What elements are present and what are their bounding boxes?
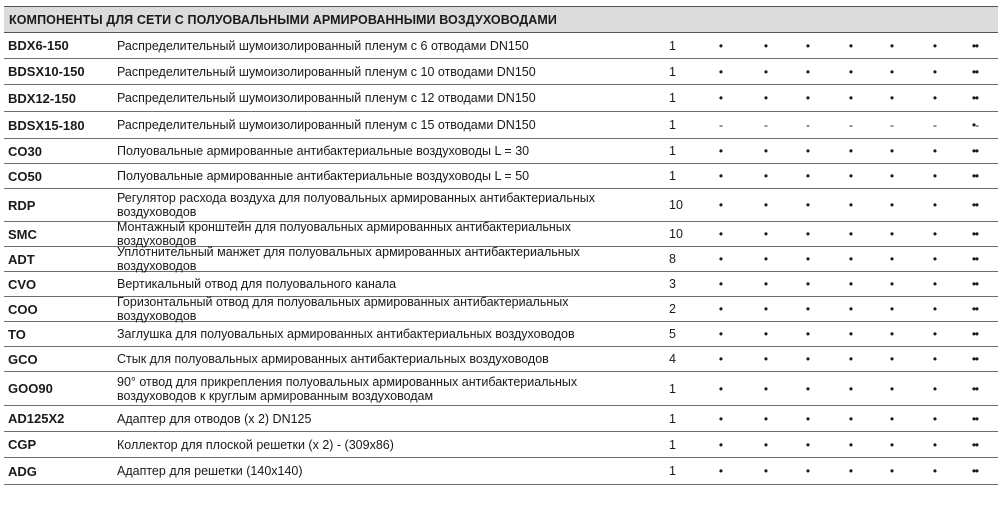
table-row (4, 272, 998, 297)
table-row (4, 458, 998, 485)
component-description: 90° отвод для прикрепления полуовальных армированных антибактериальных воздуховодов к круглым армированным воздуховодам (117, 374, 578, 403)
component-quantity: 1 (669, 464, 676, 478)
table-row (4, 189, 998, 222)
availability-mark: • (932, 252, 938, 266)
table-row (4, 322, 998, 347)
availability-mark: • (763, 411, 769, 426)
availability-mark: - (890, 118, 894, 132)
component-quantity: 8 (669, 252, 676, 266)
availability-mark: • (848, 464, 854, 478)
component-quantity: 1 (669, 144, 676, 158)
table-row (4, 297, 998, 322)
availability-mark: - (975, 118, 979, 132)
component-description: Заглушка для полуовальных армированных антибактериальных воздуховодов (117, 327, 575, 341)
availability-mark: • (974, 91, 980, 105)
component-code: ADG (8, 463, 37, 479)
availability-mark: • (805, 381, 811, 396)
availability-mark: • (932, 169, 938, 183)
table-body (4, 33, 998, 485)
availability-mark: • (932, 227, 938, 241)
availability-mark: • (889, 64, 895, 79)
component-quantity: 1 (669, 64, 676, 79)
component-description: Распределительный шумоизолированный пленум с 12 отводами DN150 (117, 91, 536, 105)
availability-mark: • (848, 227, 854, 241)
component-description: Адаптер для отводов (x 2) DN125 (117, 411, 312, 426)
availability-mark: • (848, 327, 854, 341)
availability-mark: • (932, 91, 938, 105)
component-description: Распределительный шумоизолированный пленум с 15 отводами DN150 (117, 118, 536, 132)
availability-mark: • (763, 38, 769, 53)
component-code: SMC (8, 226, 37, 242)
availability-mark: • (974, 327, 980, 341)
component-quantity: 1 (669, 38, 676, 53)
availability-mark: • (889, 169, 895, 183)
availability-mark: • (718, 302, 724, 316)
component-description: Уплотнительный манжет для полуовальных армированных антибактериальных воздуховодов (117, 245, 580, 273)
availability-mark: • (932, 381, 938, 396)
availability-mark: • (763, 327, 769, 341)
availability-mark: • (971, 302, 977, 316)
component-description: Полуовальные армированные антибактериальные воздуховоды L = 50 (117, 169, 530, 183)
availability-mark: • (932, 198, 938, 212)
availability-mark: • (763, 227, 769, 241)
availability-mark: • (971, 464, 977, 478)
availability-mark: • (805, 252, 811, 266)
availability-mark: • (889, 464, 895, 478)
availability-mark: • (718, 381, 724, 396)
component-quantity: 1 (669, 118, 676, 132)
availability-mark: • (805, 327, 811, 341)
availability-mark: • (889, 198, 895, 212)
component-code: BDSX15-180 (8, 117, 85, 133)
component-description: Адаптер для решетки (140x140) (117, 464, 303, 478)
component-quantity: 1 (669, 381, 676, 396)
table-row (4, 33, 998, 59)
component-quantity: 4 (669, 352, 676, 366)
component-quantity: 1 (669, 411, 676, 426)
availability-mark: • (848, 411, 854, 426)
component-quantity: 5 (669, 327, 676, 341)
availability-mark: • (974, 277, 980, 291)
availability-mark: • (932, 64, 938, 79)
availability-mark: • (718, 277, 724, 291)
availability-mark: • (805, 352, 811, 366)
availability-mark: • (971, 352, 977, 366)
availability-mark: • (718, 411, 724, 426)
availability-mark: • (971, 64, 977, 79)
availability-mark: • (889, 277, 895, 291)
component-quantity: 10 (669, 198, 683, 212)
availability-mark: • (974, 64, 980, 79)
component-description: Стык для полуовальных армированных антибактериальных воздуховодов (117, 352, 549, 366)
availability-mark: • (889, 437, 895, 452)
availability-mark: • (763, 169, 769, 183)
table-header (4, 6, 998, 33)
availability-mark: • (971, 327, 977, 341)
availability-mark: - (764, 118, 768, 132)
availability-mark: • (718, 227, 724, 241)
availability-mark: • (932, 302, 938, 316)
availability-mark: • (974, 437, 980, 452)
availability-mark: • (974, 352, 980, 366)
component-code: BDX6-150 (8, 38, 69, 53)
table-row (4, 372, 998, 406)
availability-mark: • (971, 227, 977, 241)
availability-mark: • (889, 302, 895, 316)
availability-mark: • (889, 227, 895, 241)
table-row (4, 406, 998, 432)
availability-mark: • (848, 437, 854, 452)
availability-mark: • (805, 437, 811, 452)
availability-mark: • (974, 198, 980, 212)
table-row (4, 59, 998, 85)
availability-mark: • (805, 144, 811, 158)
availability-mark: - (806, 118, 810, 132)
availability-mark: • (718, 91, 724, 105)
availability-mark: • (971, 91, 977, 105)
table-title: КОМПОНЕНТЫ ДЛЯ СЕТИ С ПОЛУОВАЛЬНЫМИ АРМИРОВАННЫМИ ВОЗДУХОВОДАМИ (9, 12, 557, 27)
availability-mark: • (974, 464, 980, 478)
availability-mark: • (763, 198, 769, 212)
availability-mark: • (932, 38, 938, 53)
component-description: Вертикальный отвод для полуовального канала (117, 277, 397, 291)
availability-mark: • (848, 144, 854, 158)
availability-mark: • (848, 64, 854, 79)
availability-mark: • (889, 352, 895, 366)
component-quantity: 10 (669, 227, 683, 241)
availability-mark: - (849, 118, 853, 132)
availability-mark: • (974, 144, 980, 158)
availability-mark: • (763, 64, 769, 79)
table-row (4, 347, 998, 372)
availability-mark: • (805, 198, 811, 212)
availability-mark: • (971, 381, 977, 396)
availability-mark: • (848, 381, 854, 396)
component-code: GCO (8, 351, 38, 367)
availability-mark: • (889, 91, 895, 105)
component-code: AD125X2 (8, 411, 65, 426)
availability-mark: • (805, 169, 811, 183)
availability-mark: • (932, 327, 938, 341)
availability-mark: • (805, 64, 811, 79)
availability-mark: • (932, 352, 938, 366)
availability-mark: • (848, 198, 854, 212)
availability-mark: • (805, 91, 811, 105)
availability-mark: • (971, 437, 977, 452)
component-code: CGP (8, 437, 37, 452)
availability-mark: • (763, 277, 769, 291)
availability-mark: • (848, 302, 854, 316)
availability-mark: • (718, 169, 724, 183)
availability-mark: • (805, 302, 811, 316)
availability-mark: • (848, 169, 854, 183)
component-code: COO (8, 301, 38, 317)
component-description: Регулятор расхода воздуха для полуовальных армированных антибактериальных воздуховодов (117, 191, 596, 219)
availability-mark: • (974, 411, 980, 426)
availability-mark: • (932, 464, 938, 478)
availability-mark: • (718, 64, 724, 79)
availability-mark: • (932, 144, 938, 158)
availability-mark: • (889, 38, 895, 53)
availability-mark: • (805, 411, 811, 426)
availability-mark: • (763, 352, 769, 366)
component-description: Коллектор для плоской решетки (x 2) - (309x86) (117, 437, 394, 452)
availability-mark: • (974, 302, 980, 316)
component-description: Распределительный шумоизолированный пленум с 6 отводами DN150 (117, 38, 529, 53)
availability-mark: • (971, 118, 977, 132)
table-row (4, 164, 998, 189)
availability-mark: • (974, 252, 980, 266)
availability-mark: • (718, 437, 724, 452)
table-row (4, 112, 998, 139)
component-description: Горизонтальный отвод для полуовальных армированных антибактериальных воздуховодов (117, 295, 569, 323)
component-description: Полуовальные армированные антибактериальные воздуховоды L = 30 (117, 144, 530, 158)
availability-mark: • (889, 411, 895, 426)
component-code: TO (8, 326, 26, 342)
availability-mark: • (889, 252, 895, 266)
availability-mark: • (848, 277, 854, 291)
component-code: BDX12-150 (8, 90, 76, 106)
component-code: CO50 (8, 168, 42, 184)
availability-mark: • (848, 252, 854, 266)
table-row (4, 247, 998, 272)
availability-mark: • (718, 252, 724, 266)
availability-mark: • (971, 411, 977, 426)
availability-mark: • (971, 252, 977, 266)
availability-mark: • (971, 144, 977, 158)
table-row (4, 85, 998, 112)
table-row (4, 432, 998, 458)
availability-mark: • (718, 327, 724, 341)
component-quantity: 1 (669, 91, 676, 105)
availability-mark: • (718, 38, 724, 53)
component-quantity: 2 (669, 302, 676, 316)
component-code: BDSX10-150 (8, 64, 85, 79)
availability-mark: • (763, 91, 769, 105)
availability-mark: • (718, 144, 724, 158)
availability-mark: • (971, 38, 977, 53)
availability-mark: • (971, 169, 977, 183)
availability-mark: • (718, 198, 724, 212)
availability-mark: • (932, 277, 938, 291)
component-quantity: 1 (669, 437, 676, 452)
availability-mark: • (805, 227, 811, 241)
availability-mark: • (763, 144, 769, 158)
availability-mark: • (763, 302, 769, 316)
availability-mark: • (763, 464, 769, 478)
table-row (4, 139, 998, 164)
availability-mark: • (974, 38, 980, 53)
availability-mark: • (971, 277, 977, 291)
availability-mark: • (805, 464, 811, 478)
availability-mark: • (763, 381, 769, 396)
availability-mark: • (889, 381, 895, 396)
availability-mark: • (763, 252, 769, 266)
availability-mark: • (848, 352, 854, 366)
availability-mark: • (889, 144, 895, 158)
availability-mark: • (971, 198, 977, 212)
availability-mark: • (974, 227, 980, 241)
component-quantity: 1 (669, 169, 676, 183)
availability-mark: • (848, 91, 854, 105)
availability-mark: • (932, 437, 938, 452)
component-code: ADT (8, 251, 35, 267)
component-code: CO30 (8, 143, 42, 159)
component-code: GOO90 (8, 381, 53, 396)
availability-mark: • (974, 381, 980, 396)
availability-mark: • (805, 277, 811, 291)
components-table (4, 6, 998, 485)
component-code: CVO (8, 276, 37, 292)
component-description: Распределительный шумоизолированный пленум с 10 отводами DN150 (117, 64, 536, 79)
availability-mark: • (718, 464, 724, 478)
availability-mark: • (718, 352, 724, 366)
availability-mark: • (848, 38, 854, 53)
component-code: RDP (8, 197, 36, 213)
availability-mark: • (974, 169, 980, 183)
availability-mark: • (805, 38, 811, 53)
availability-mark: • (932, 411, 938, 426)
availability-mark: • (763, 437, 769, 452)
availability-mark: • (889, 327, 895, 341)
component-description: Монтажный кронштейн для полуовальных армированных антибактериальных воздуховодов (117, 220, 572, 248)
availability-mark: - (719, 118, 723, 132)
component-quantity: 3 (669, 277, 676, 291)
table-row (4, 222, 998, 247)
availability-mark: - (933, 118, 937, 132)
